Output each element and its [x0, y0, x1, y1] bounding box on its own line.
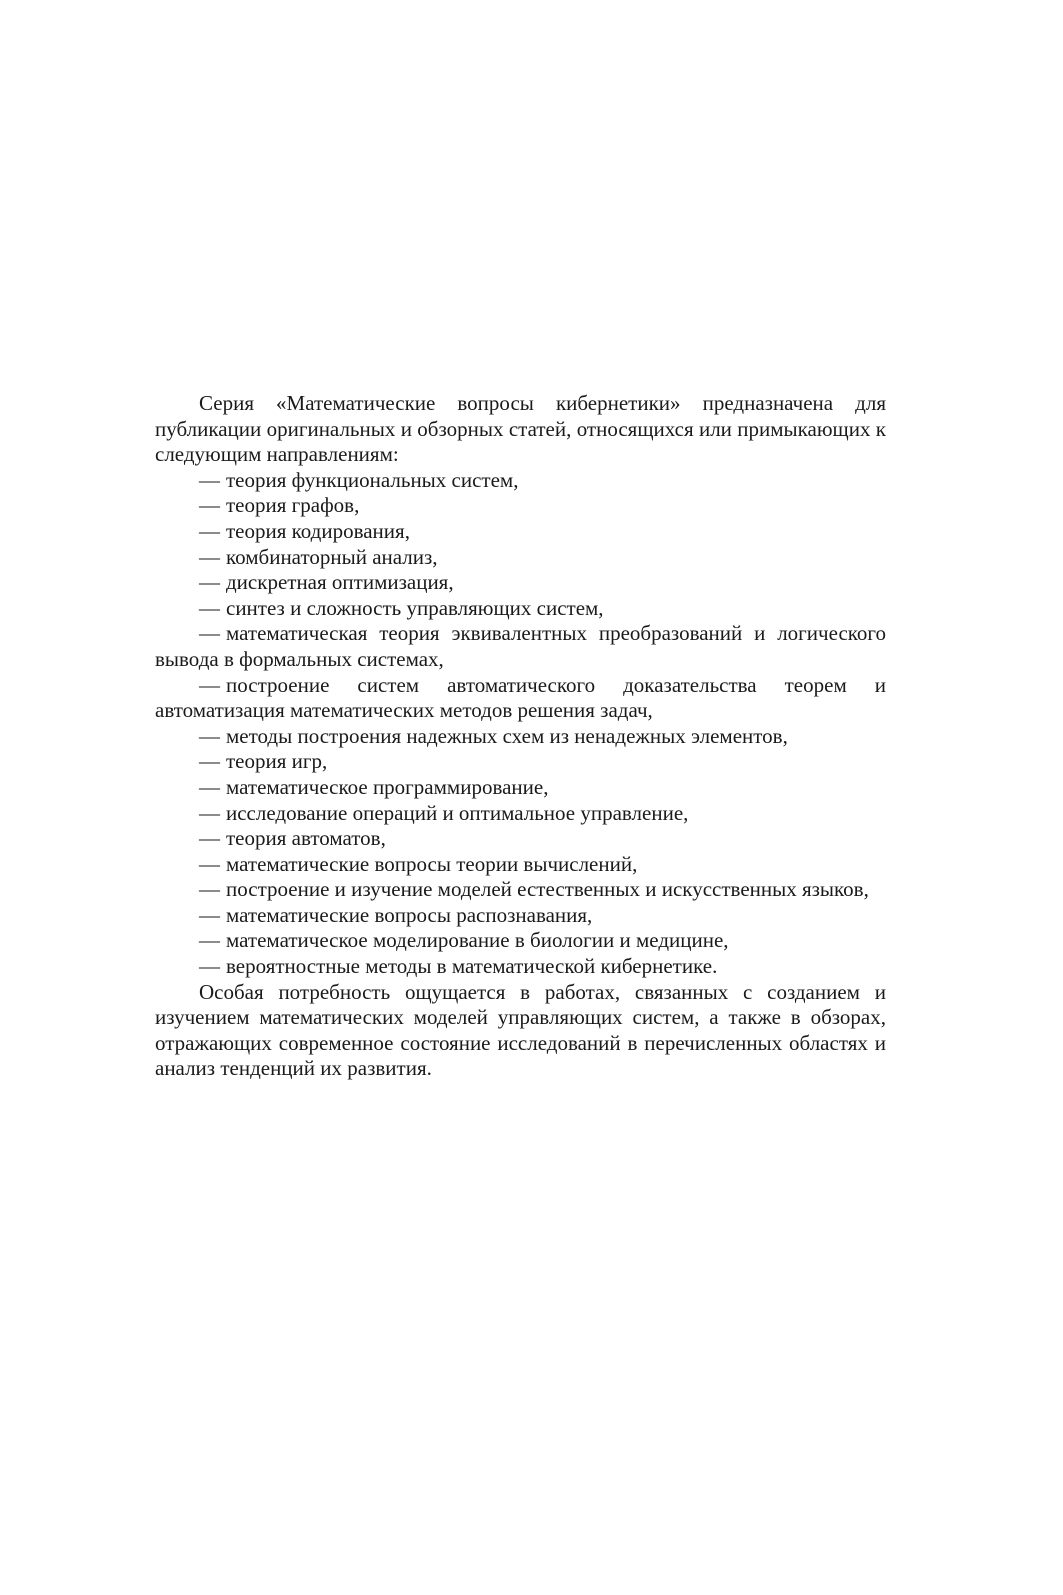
list-item	[155, 545, 886, 571]
list-item-text: синтез и сложность управляющих систем,	[226, 595, 604, 620]
list-item-text: построение и изучение моделей естественных и искусственных языков,	[226, 877, 869, 902]
list-item	[155, 493, 886, 519]
list-item	[155, 596, 886, 622]
list-item-text: дискретная оптимизация,	[226, 570, 454, 595]
list-item-text: теория функциональных систем,	[226, 467, 519, 492]
dash-mark: —	[199, 621, 220, 646]
list-item-text: методы построения надежных схем из ненадежных элементов,	[226, 723, 788, 748]
list-item	[155, 826, 886, 852]
list-item-text: математическая теория эквивалентных преобразований и логического вывода в формальных системах,	[155, 621, 886, 671]
list-item-text: математические вопросы распознавания,	[226, 902, 593, 927]
list-item	[155, 749, 886, 775]
dash-mark: —	[199, 851, 220, 876]
dash-mark: —	[199, 570, 220, 595]
directions-list	[155, 468, 886, 980]
list-item	[155, 801, 886, 827]
list-item	[155, 570, 886, 596]
list-item	[155, 673, 886, 724]
list-item-text: математические вопросы теории вычислений,	[226, 851, 638, 876]
list-item-text: теория графов,	[226, 493, 360, 518]
list-item-text: вероятностные методы в математической кибернетике.	[226, 954, 718, 979]
list-item	[155, 775, 886, 801]
list-item-text: теория кодирования,	[226, 518, 410, 543]
list-item	[155, 852, 886, 878]
closing-paragraph: Особая потребность ощущается в работах, связанных с созданием и изучением математических моделей управляющих систем, а также в обзорах, отражающих современное состояние исследований в перечисленных областях и анализ тенденций их развития.	[155, 979, 886, 1081]
list-item-text: построение систем автоматического доказательства теорем и автоматизация математических методов решения задач,	[155, 672, 886, 723]
dash-mark: —	[199, 800, 220, 825]
list-item-text: теория автоматов,	[226, 826, 386, 851]
dash-mark: —	[199, 774, 220, 799]
list-item-text: комбинаторный анализ,	[226, 544, 438, 569]
dash-mark: —	[199, 928, 220, 953]
dash-mark: —	[199, 544, 220, 569]
dash-mark: —	[199, 595, 220, 620]
dash-mark: —	[199, 826, 220, 851]
list-item	[155, 519, 886, 545]
list-item-text: исследование операций и оптимальное управление,	[226, 800, 689, 825]
dash-mark: —	[199, 954, 220, 979]
intro-paragraph: Серия «Математические вопросы кибернетики» предназначена для публикации оригинальных и обзорных статей, относящихся или примыкающих к следующим направлениям:	[155, 391, 886, 467]
list-item	[155, 724, 886, 750]
dash-mark: —	[199, 518, 220, 543]
list-item	[155, 468, 886, 494]
dash-mark: —	[199, 877, 220, 902]
list-item	[155, 621, 886, 672]
list-item-text: теория игр,	[226, 749, 328, 774]
dash-mark: —	[199, 902, 220, 927]
list-item-text: математическое программирование,	[226, 774, 549, 799]
list-item	[155, 954, 886, 980]
dash-mark: —	[199, 672, 220, 697]
dash-mark: —	[199, 723, 220, 748]
dash-mark: —	[199, 749, 220, 774]
series-description	[155, 391, 886, 1082]
list-item	[155, 877, 886, 903]
dash-mark: —	[199, 493, 220, 518]
list-item	[155, 903, 886, 929]
dash-mark: —	[199, 467, 220, 492]
list-item	[155, 928, 886, 954]
list-item-text: математическое моделирование в биологии и медицине,	[226, 928, 729, 953]
